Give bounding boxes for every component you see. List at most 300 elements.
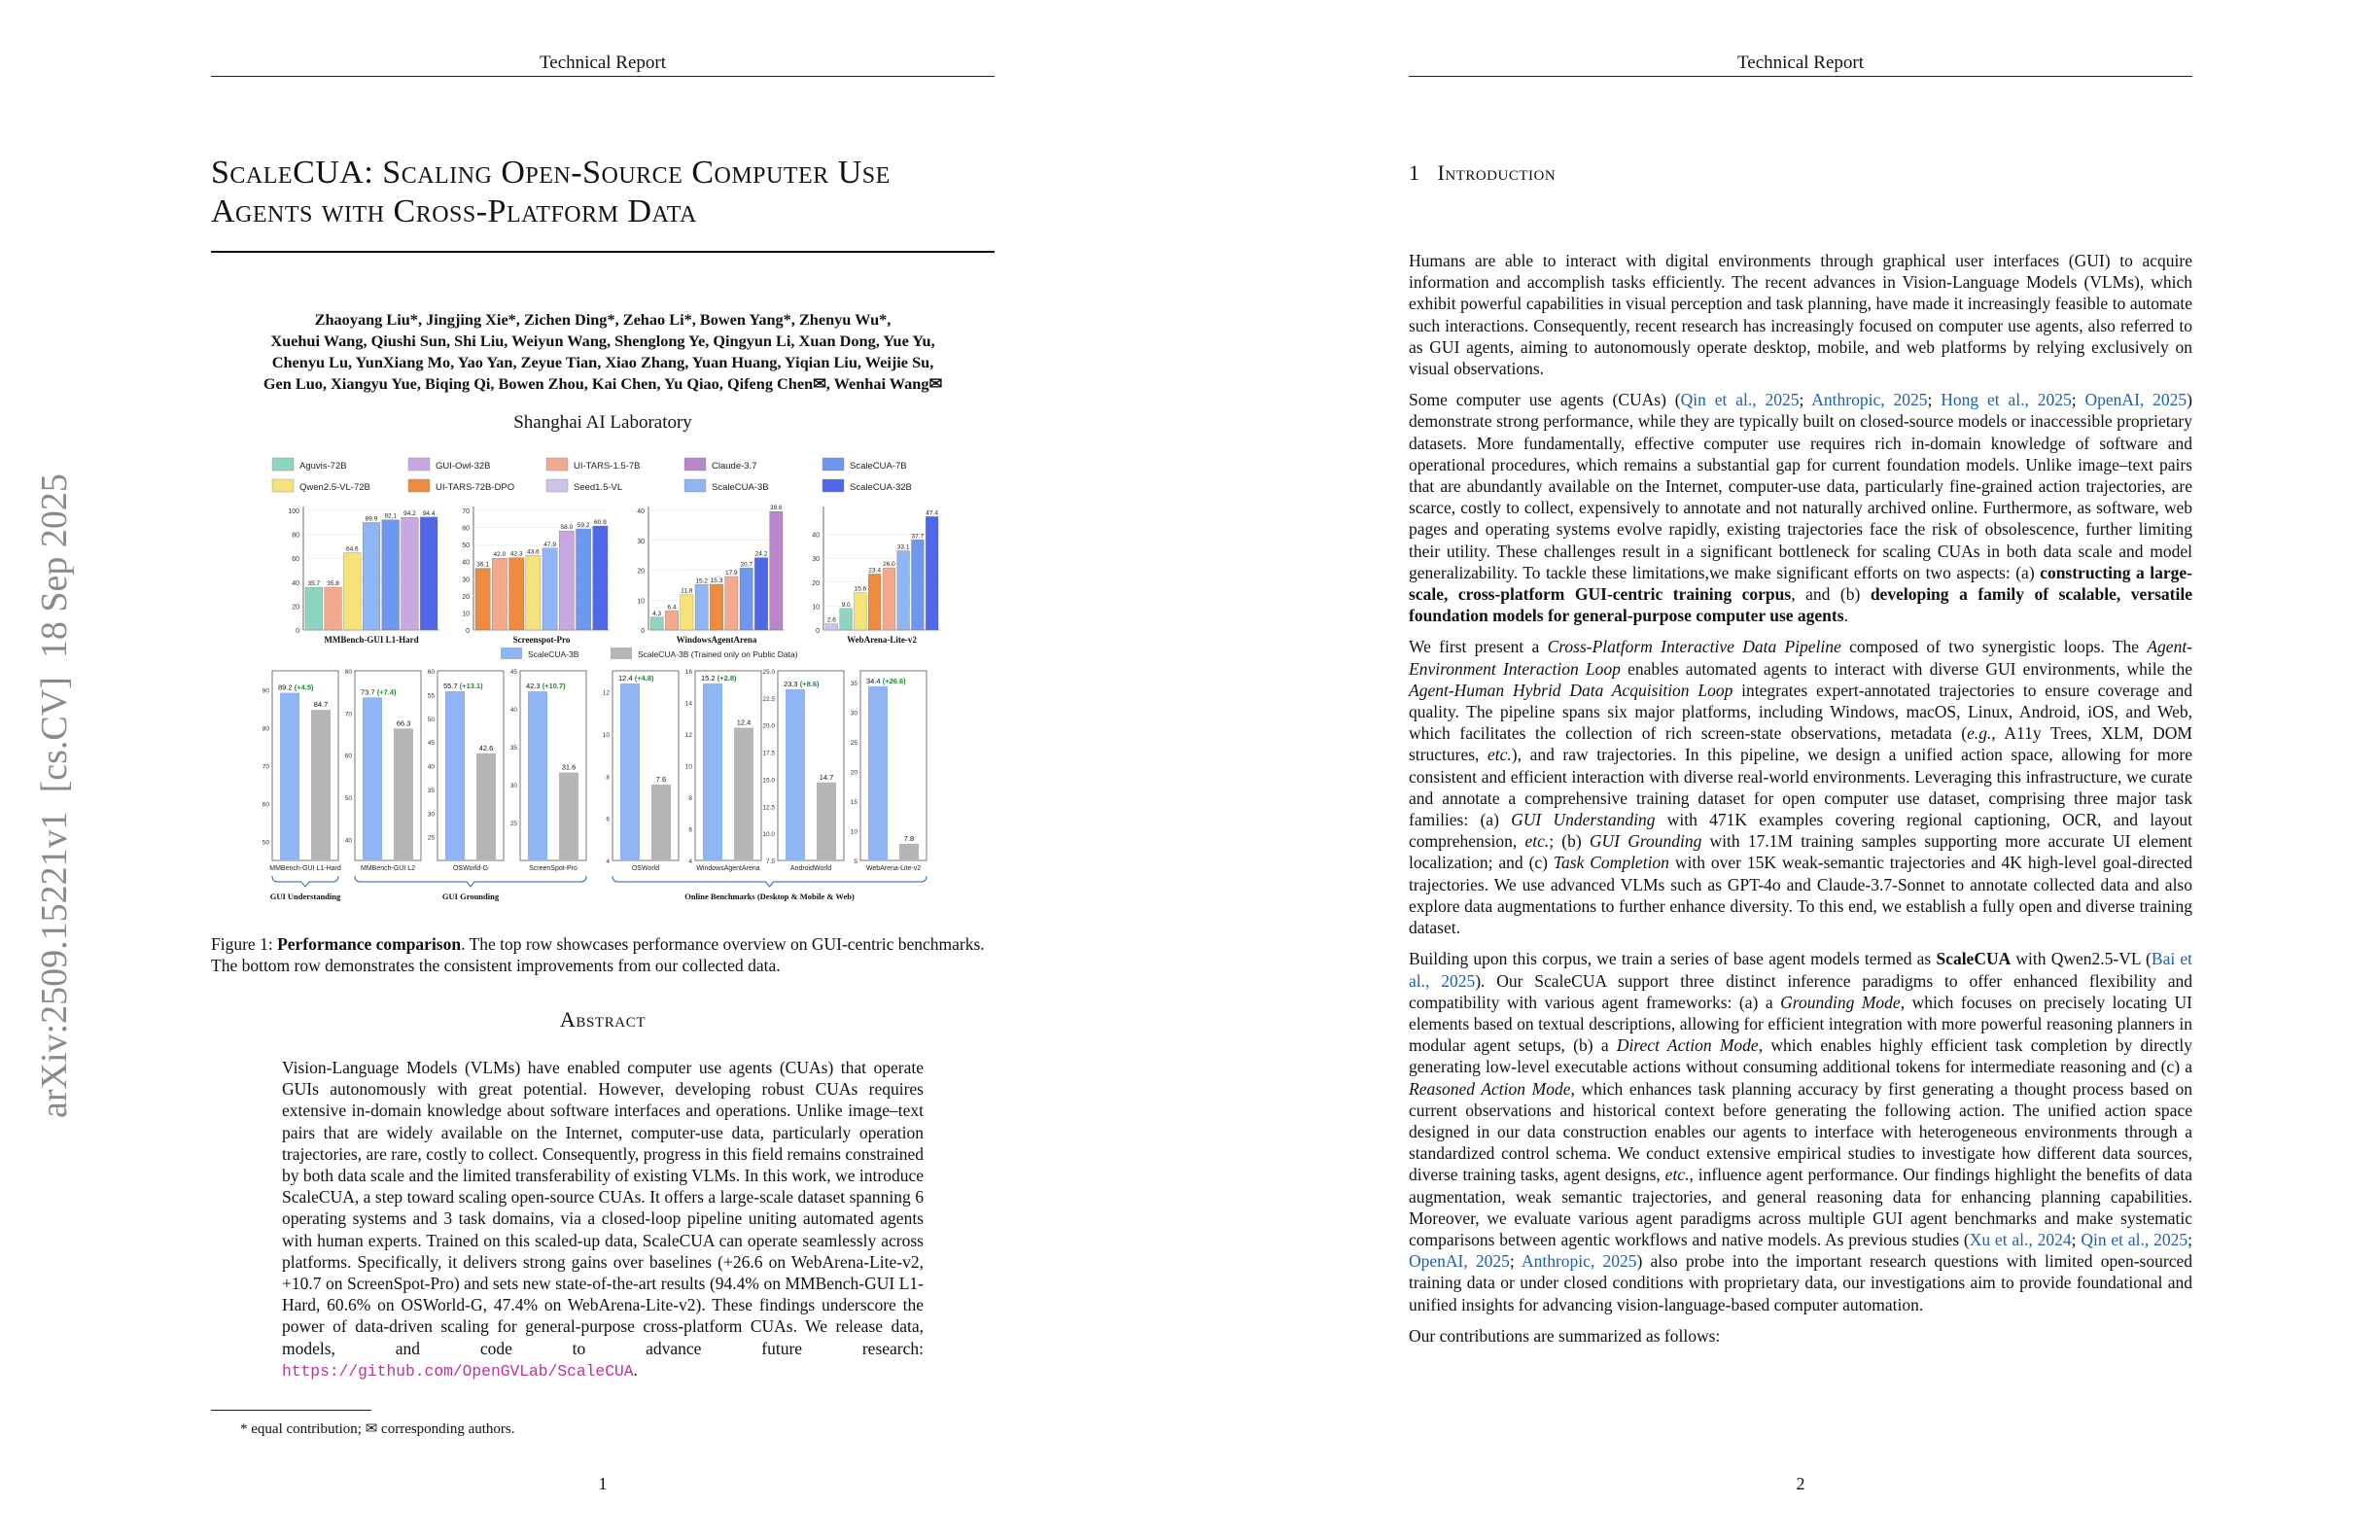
title-line-2: Agents with Cross-Platform Data (211, 193, 697, 229)
bar-scalecua (280, 693, 299, 860)
arxiv-stamp-text: arXiv:2509.15221v1 [cs.CV] 18 Sep 2025 (34, 473, 75, 1118)
text: integrates expert-annotated trajectories to ensure coverage and quality. The pipeline spans six major platforms, including Windows, macOS, Linux, Android, iOS, and Web, which facilitates the collection of rich screen-state observations, metadata ( (1409, 680, 2192, 744)
bar-public (817, 783, 836, 860)
bar (912, 540, 925, 630)
legend-swatch (546, 479, 568, 492)
tick-label: 30 (509, 783, 517, 789)
text: Building upon this corpus, we train a series of base agent models termed as (1409, 949, 1932, 969)
data-label: 7.6 (655, 775, 667, 784)
tick-label: 20 (812, 579, 820, 587)
text: with over 15K weak-semantic trajectories and 4K high-level goal-directed trajectories. We use advanced VLMs such as GPT-4o and Claude-3.7-Sonnet to annotate collected data and also explore data augmentations to further enhance diversity. To this end, we establish a fully open and diverse training dataset. (1409, 853, 2193, 938)
bar (740, 568, 752, 630)
gain-label: (+10.7) (542, 682, 566, 691)
page-number: 2 (1796, 1474, 1805, 1493)
tick-label: 25 (427, 834, 435, 842)
italic-text: etc. (1524, 831, 1550, 852)
bar (840, 609, 853, 630)
figure-1 (264, 452, 945, 919)
legend-swatch (684, 479, 706, 492)
legend-swatch (684, 458, 706, 471)
gain-label: (+4.5) (294, 682, 314, 692)
panel-title: ScreenSpot-Pro (529, 865, 578, 872)
affiliation: Shanghai AI Laboratory (513, 412, 692, 433)
legend-label: GUI-Owl-32B (436, 461, 491, 472)
legend-label: Claude-3.7 (712, 461, 757, 472)
page-1 (211, 0, 995, 1540)
text: , and (b) (1791, 584, 1861, 605)
italic-text: Task Completion (1553, 853, 1669, 873)
tick-label: 20 (850, 769, 858, 777)
italic-text: e.g., (1967, 723, 1996, 744)
bar-public (651, 785, 671, 860)
running-header: Technical Report (1736, 52, 1865, 73)
panel-title: WebArena-Lite-v2 (865, 865, 922, 872)
data-label: 2.6 (826, 616, 836, 624)
tick-label: 30 (637, 538, 645, 545)
tick-label: 8 (606, 774, 610, 782)
tick-label: 4 (606, 858, 610, 865)
data-label: 9.0 (841, 601, 851, 609)
bar-scalecua (868, 686, 888, 860)
data-label: 6.4 (667, 604, 677, 612)
italic-text: Agent-Human Hybrid Data Acquisition Loop (1409, 680, 1733, 700)
tick-label: 60 (344, 752, 352, 760)
bar (382, 520, 400, 630)
group-bracket (272, 876, 338, 887)
header-rule (211, 76, 995, 77)
tick-label: 60 (427, 669, 435, 676)
paper-title (211, 154, 995, 231)
text: , which enhances task planning accuracy by first generating a thought process based on current observations and historical context before generating the following action. The unified action space designed in our data construction enables our agents to interface with heterogeneous environments through a standardized control schema. We conduct extensive empirical studies to investigate how different data sources, diverse training tasks, agent designs, (1409, 1078, 2192, 1185)
bar (665, 611, 678, 630)
tick-label: 25 (850, 740, 858, 748)
text: , which enables highly efficient task completion by directly generating low-level executable actions without consuming additional tokens for intermediate reasoning and (c) a (1409, 1035, 2193, 1077)
legend-label: ScaleCUA-3B (528, 649, 579, 659)
panel-title: WebArena-Lite-v2 (847, 635, 917, 645)
bar-scalecua (620, 683, 640, 860)
bar (343, 553, 361, 630)
tick-label: 40 (509, 707, 517, 714)
data-label: 39.6 (770, 505, 783, 512)
bar-public (394, 728, 413, 860)
legend-swatch (822, 458, 844, 471)
tick-label: 35 (509, 745, 517, 752)
tick-label: 10 (812, 604, 820, 612)
arxiv-stamp-svg (27, 0, 86, 1540)
citation-link[interactable]: Hong et al., 2025 (1941, 390, 2072, 410)
text: A11y Trees, XLM, DOM structures, (1409, 723, 2192, 765)
data-label: 58.0 (560, 524, 574, 532)
bar-scalecua (703, 683, 722, 860)
tick-label: 35 (850, 681, 858, 688)
italic-text: Grounding Mode (1780, 992, 1901, 1012)
text: Some computer use agents (CUAs) ( (1409, 390, 1681, 410)
tick-label: 10 (462, 611, 470, 618)
bar (492, 558, 507, 630)
text: ). Our ScaleCUA support three distinct inference paradigms to offer enhanced flexibility and compatibility with various agent frameworks: (a) a (1409, 970, 2192, 1012)
bar (883, 568, 895, 630)
italic-text: GUI Grounding (1589, 831, 1702, 852)
text: with 17.1M training samples supporting more accurate UI element localization; and (c) (1409, 831, 2193, 873)
bar-scalecua (528, 691, 547, 860)
data-label: 43.6 (527, 548, 540, 556)
data-label: 47.4 (926, 509, 938, 517)
author-list (211, 309, 995, 395)
data-label: 24.2 (754, 550, 768, 558)
tick-label: 100 (288, 508, 299, 515)
data-label: 12.4 (+4.8) (618, 674, 654, 682)
bar (526, 555, 541, 630)
page-number: 1 (598, 1474, 608, 1493)
bar (725, 577, 738, 630)
tick-label: 16 (684, 669, 692, 676)
tick-label: 50 (427, 716, 435, 723)
bar (897, 551, 910, 630)
italic-text: etc. (1488, 745, 1512, 765)
bar-scalecua (445, 691, 465, 860)
data-label: 42.0 (493, 551, 507, 559)
tick-label: 20 (637, 568, 645, 576)
section-number: 1 (1409, 160, 1420, 185)
tick-label: 40 (812, 532, 820, 540)
citation-link[interactable]: Anthropic, 2025 (1521, 1251, 1637, 1272)
legend-swatch (408, 458, 430, 471)
italic-text: Cross-Platform Interactive Data Pipeline (1547, 637, 1841, 657)
arxiv-stamp (27, 0, 86, 1540)
data-label: 15.2 (695, 578, 708, 585)
bar (475, 569, 490, 630)
tick-label: 70 (344, 711, 352, 718)
citation-link[interactable]: Bai et al., 2025 (1409, 949, 2192, 991)
bar-scalecua (786, 689, 805, 860)
group-label: Online Benchmarks (Desktop & Mobile & Web) (684, 892, 855, 901)
bar-public (734, 728, 753, 861)
data-label: 84.7 (313, 700, 329, 710)
panel-title: AndroidWorld (789, 865, 832, 872)
citation-link[interactable]: OpenAI, 2025 (1409, 1251, 1510, 1272)
bar (926, 516, 938, 630)
data-label: 15.6 (854, 585, 867, 593)
tick-label: 50 (262, 839, 269, 847)
data-label: 89.9 (365, 515, 378, 523)
text: , which focuses on precisely locating UI elements based on textual descriptions, allowing for efficient integration with more powerful reasoning planners in modular agent setups, (b) a (1409, 992, 2192, 1056)
legend-label: Qwen2.5-VL-72B (299, 482, 370, 493)
data-label: 60.9 (594, 518, 607, 526)
bar (650, 617, 663, 630)
bar (754, 558, 767, 630)
bar-public (559, 773, 578, 860)
tick-label: 12.5 (762, 804, 775, 812)
data-label: 11.8 (681, 587, 693, 595)
text: with 471K examples covering regional captioning, OCR, and layout comprehension, (1409, 810, 2193, 852)
bar (868, 574, 881, 630)
bar-public (311, 710, 331, 860)
data-label: 34.4 (+26.6) (866, 676, 906, 685)
data-label: 15.3 (710, 577, 723, 584)
text: , influence agent performance. Our findings highlight the benefits of data augmentation, weak semantic trajectories, and general reasoning data for enhancing planning capabilities. Moreover, we evaluate various agent paradigms across multiple GUI agent benchmarks and make systematic comparisons between agentic workflows and native models. As previous studies ( (1409, 1165, 2192, 1249)
tick-label: 50 (462, 542, 470, 550)
data-label: 33.1 (896, 543, 910, 551)
tick-label: 80 (292, 532, 299, 540)
group-label: GUI Grounding (441, 892, 500, 901)
italic-text: Direct Action Mode (1616, 1035, 1759, 1056)
abstract-heading: Abstract (559, 1007, 647, 1032)
bold-text: ScaleCUA (1936, 949, 2012, 969)
footnote: * equal contribution; ✉ corresponding authors. (240, 1421, 515, 1437)
data-label: 42.6 (478, 743, 494, 752)
page-2 (1409, 0, 2192, 1540)
title-rule (211, 251, 995, 253)
tick-label: 10 (602, 732, 610, 739)
bar (559, 531, 574, 630)
bar (509, 558, 524, 630)
tick-label: 17.5 (762, 750, 775, 757)
data-label: 89.2 (+4.5) (278, 682, 314, 692)
data-label: 64.6 (345, 545, 359, 553)
data-label: 66.3 (396, 718, 411, 728)
legend-swatch (272, 479, 294, 492)
tick-label: 45 (427, 740, 435, 748)
text: with Qwen2.5-VL ( (2015, 949, 2152, 969)
group-label: GUI Understanding (269, 892, 341, 901)
paragraph-1: Humans are able to interact with digital environments through graphical user interfaces (GUI) to acquire information and accomplish tasks efficiently. The recent advances in Vision-Language Models (VLMs), which exhibit powerful capabilities in visual perception and task planning, have made it increasingly feasible to automate such interactions. Consequently, recent research has increasingly focused on computer use agents, also referred to as GUI agents, aiming to autonomously operate desktop, mobile, and web platforms by relying exclusively on visual observations. (1409, 251, 2192, 379)
paragraph-3 (1409, 636, 2192, 938)
panel-title: MMBench-GUI L2 (360, 865, 416, 872)
abstract-text: Vision-Language Models (VLMs) have enabled computer use agents (CUAs) that operate GUIs autonomously with great potential. However, developing robust CUAs requires extensive in-domain knowledge about software interfaces and operations. Unlike image–text pairs that are widely available on the Internet, computer-use data, particularly operation trajectories, are rare, costly to collect. Consequently, progress in this field remains constrained by both data scale and the limited transferability of existing VLMs. In this work, we introduce ScaleCUA, a step toward scaling open-source CUAs. It offers a large-scale dataset spanning 6 operating systems and 3 task domains, via a closed-loop pipeline uniting automated agents with human experts. Trained on this scaled-up data, ScaleCUA can operate seamlessly across platforms. Specifically, it delivers strong gains over baselines (+26.6 on WebArena-Lite-v2, +10.7 on ScreenSpot-Pro) and sets new state-of-the-art results (94.4% on MMBench-GUI L1-Hard, 60.6% on OSWorld-G, 47.4% on WebArena-Lite-v2). These findings underscore the power of data-driven scaling for general-purpose cross-platform CUAs. We release data, models, and code to advance future research: (282, 1058, 924, 1358)
bar (542, 548, 557, 630)
data-label: 47.9 (543, 541, 556, 548)
legend-label: ScaleCUA-3B (712, 482, 769, 493)
abstract: Vision-Language Models (VLMs) have enabled computer use agents (CUAs) that operate GUIs autonomously with great potential. However, developing robust CUAs requires extensive in-domain knowledge about software interfaces and operations. Unlike image–text pairs that are widely available on the Internet, computer-use data, particularly operation trajectories, are rare, costly to collect. Consequently, progress in this field remains constrained by both data scale and the limited transferability of existing VLMs. In this work, we introduce ScaleCUA, a step toward scaling open-source CUAs. It offers a large-scale dataset spanning 6 operating systems and 3 task domains, via a closed-loop pipeline uniting automated agents with human experts. Trained on this scaled-up data, ScaleCUA can operate seamlessly across platforms. Specifically, it delivers strong gains over baselines (+26.6 on WebArena-Lite-v2, +10.7 on ScreenSpot-Pro) and sets new state-of-the-art results (94.4% on MMBench-GUI L1-Hard, 60.6% on OSWorld-G, 47.4% on WebArena-Lite-v2). These findings underscore the power of data-driven scaling for general-purpose cross-platform CUAs. We release data, models, and code to advance future research: https://github.com/OpenGVLab/ScaleCUA. (282, 1058, 924, 1381)
bar (577, 529, 591, 630)
bar-scalecua (363, 697, 382, 860)
bar-public (476, 753, 496, 860)
data-label: 42.3 (509, 550, 523, 558)
caption-text: . The top row showcases performance overview on GUI-centric benchmarks. The bottom row demonstrates the consistent improvements from our collected data. (211, 934, 985, 975)
tick-label: 8 (688, 795, 692, 802)
caption-label: Figure 1: (211, 934, 273, 954)
tick-label: 25.0 (762, 669, 775, 676)
data-label: 31.6 (561, 762, 577, 772)
tick-label: 60 (462, 525, 470, 533)
tick-label: 45 (509, 669, 517, 676)
tick-label: 50 (344, 795, 352, 802)
data-label: 17.9 (725, 569, 738, 577)
data-label: 94.2 (403, 510, 416, 518)
panel-title: MMBench-GUI L1-Hard (324, 635, 419, 645)
panel-title: Screenspot-Pro (512, 635, 571, 645)
tick-label: 30 (462, 577, 470, 584)
gain-label: (+8.6) (799, 679, 820, 688)
legend-swatch (408, 479, 430, 492)
tick-label: 60 (262, 801, 269, 809)
tick-label: 14 (684, 700, 692, 708)
tick-label: 40 (344, 837, 352, 845)
bar (593, 526, 608, 630)
gain-label: (+4.8) (634, 674, 654, 682)
paragraph-5: Our contributions are summarized as follows: (1409, 1325, 1721, 1346)
data-label: 23.3 (+8.6) (784, 679, 820, 688)
tick-label: 10 (850, 828, 858, 836)
text: We first present a (1409, 637, 1540, 657)
tick-label: 6 (606, 816, 610, 823)
legend-label: Seed1.5-VL (574, 482, 623, 493)
italic-text: etc. (1664, 1165, 1690, 1185)
bar (363, 522, 380, 630)
gain-label: (+26.6) (882, 676, 906, 685)
gain-label: (+2.8) (717, 674, 737, 682)
bar (402, 517, 419, 630)
legend-swatch (546, 458, 568, 471)
github-link[interactable]: https://github.com/OpenGVLab/ScaleCUA (282, 1361, 634, 1381)
legend-swatch (501, 648, 522, 659)
panel-title: WindowsAgentArena (676, 635, 757, 645)
tick-label: 70 (262, 763, 269, 771)
introduction-body (1409, 250, 2192, 1356)
author-line: Zhaoyang Liu*, Jingjing Xie*, Zichen Ding*, Zehao Li*, Bowen Yang*, Zhenyu Wu*, (314, 310, 892, 329)
tick-label: 20 (462, 593, 470, 601)
footnote-rule (211, 1410, 371, 1411)
figure-1-chart (264, 452, 945, 919)
tick-label: 35 (427, 787, 435, 794)
data-label: 35.8 (327, 579, 339, 587)
bar-public (899, 844, 919, 860)
data-label: 15.2 (+2.8) (701, 674, 737, 682)
tick-label: 55 (427, 692, 435, 700)
italic-text: Reasoned Action Mode (1409, 1078, 1571, 1099)
tick-label: 60 (292, 556, 299, 564)
bar (825, 624, 838, 630)
tick-label: 22.5 (762, 695, 775, 703)
tick-label: 10 (637, 598, 645, 606)
legend-swatch (822, 479, 844, 492)
tick-label: 40 (462, 559, 470, 567)
section-heading (1409, 160, 1556, 186)
tick-label: 30 (850, 710, 858, 718)
citation-link[interactable]: Qin et al., 2025 (1680, 390, 1800, 410)
citation-link[interactable]: Xu et al., 2024 (1969, 1229, 2072, 1249)
legend-label: UI-TARS-1.5-7B (574, 461, 641, 472)
data-label: 23.4 (868, 567, 881, 575)
tick-label: 5 (854, 858, 858, 865)
tick-label: 15.0 (762, 777, 775, 785)
citation-link[interactable]: Qin et al., 2025 (2081, 1229, 2188, 1249)
tick-label: 25 (509, 821, 517, 827)
italic-text: Agent-Environment Interaction Loop (1409, 637, 2193, 679)
tick-label: 20.0 (762, 722, 775, 730)
data-label: 35.7 (307, 580, 321, 588)
citation-link[interactable]: OpenAI, 2025 (2084, 390, 2188, 410)
text: ; (b) (1549, 831, 1582, 852)
tick-label: 90 (262, 687, 269, 695)
legend-label: ScaleCUA-32B (850, 482, 912, 493)
title-line-1: ScaleCUA: Scaling Open-Source Computer Use (211, 155, 891, 191)
data-label: 92.1 (384, 512, 398, 520)
figure-caption (211, 933, 995, 976)
gain-label: (+7.4) (376, 687, 397, 697)
citation-link[interactable]: Anthropic, 2025 (1811, 390, 1928, 410)
author-line: Xuehui Wang, Qiushi Sun, Shi Liu, Weiyun Wang, Shenglong Ye, Qingyun Li, Xuan Dong, Yue Yu, (270, 332, 935, 350)
bar (420, 517, 438, 630)
text: composed of two synergistic loops. The (1849, 637, 2140, 657)
legend-label: UI-TARS-72B-DPO (436, 482, 515, 493)
bold-text: constructing a large-scale, cross-platform GUI-centric training corpus (1409, 562, 2192, 605)
data-label: 59.2 (577, 521, 590, 529)
panel-title: MMBench-GUI L1-Hard (269, 865, 341, 872)
bar (695, 584, 708, 630)
tick-label: 7.5 (765, 858, 775, 865)
legend-label: ScaleCUA-7B (850, 461, 907, 472)
tick-label: 0 (816, 628, 820, 635)
tick-label: 70 (462, 508, 470, 515)
tick-label: 12 (602, 689, 610, 697)
data-label: 73.7 (+7.4) (361, 687, 397, 697)
legend-swatch (272, 458, 294, 471)
tick-label: 40 (637, 508, 645, 515)
data-label: 14.7 (819, 772, 834, 782)
tick-label: 12 (684, 732, 692, 739)
data-label: 42.3 (+10.7) (526, 682, 566, 691)
data-label: 37.7 (911, 533, 925, 541)
caption-bold: Performance comparison (277, 934, 462, 954)
group-bracket (355, 876, 586, 887)
paragraph-4: Building upon this corpus, we train a series of base agent models termed as ScaleCUA with Qwen2.5-VL (Bai et al., 2025). Our ScaleCUA support three distinct inference paradigms to offer enhanced flexibility and compatibility with various agent frameworks: (a) a Grounding Mode, which focuses on precisely locating UI elements based on textual descriptions, allowing for efficient integration with more powerful reasoning planners in modular agent setups, (b) a Direct Action Mode, which enables highly efficient task completion by directly generating low-level executable actions without consuming additional tokens for intermediate reasoning and (c) a Reasoned Action Mode, which enhances task planning accuracy by first generating a thought process based on current observations and historical context before generating the following action. The unified action space designed in our data construction enables our agents to interface with heterogeneous environments through a standardized control schema. We conduct extensive empirical studies to investigate how different data sources, diverse training tasks, agent designs, etc., influence agent performance. Our findings highlight the benefits of data augmentation, weak semantic trajectories, and general reasoning data for enhancing planning capabilities. Moreover, we evaluate various agent paradigms across multiple GUI agent benchmarks and make systematic comparisons between agentic workflows and native models. As previous studies (Xu et al., 2024; Qin et al., 2025; OpenAI, 2025; Anthropic, 2025) also probe into the important research questions with limited open-sourced training data or under closed conditions with proprietary data, our investigations aim to provide foundational and unified insights for advancing vision-language-based computer automation. (1409, 949, 2193, 1314)
legend-swatch (611, 648, 632, 659)
data-label: 55.7 (+13.1) (443, 681, 483, 690)
tick-label: 6 (688, 826, 692, 834)
panel-title: WindowsAgentArena (696, 865, 760, 872)
tick-label: 80 (262, 725, 269, 733)
bar (305, 587, 323, 630)
bar (681, 595, 693, 630)
tick-label: 40 (427, 763, 435, 771)
section-title: Introduction (1437, 160, 1557, 185)
bar (770, 511, 783, 630)
bar (710, 584, 722, 630)
data-label: 20.7 (740, 561, 752, 569)
tick-label: 40 (292, 579, 299, 587)
gain-label: (+13.1) (459, 681, 483, 690)
tick-label: 30 (427, 811, 435, 819)
text: . (1843, 606, 1848, 626)
text: enables automated agents to interact with diverse GUI environments, while the (1628, 658, 2192, 679)
bar (855, 593, 867, 630)
tick-label: 0 (466, 628, 470, 635)
italic-text: GUI Understanding (1511, 810, 1656, 830)
data-label: 7.8 (903, 833, 915, 843)
tick-label: 4 (688, 858, 692, 865)
paragraph-2: Some computer use agents (CUAs) (Qin et al., 2025; Anthropic, 2025; Hong et al., 2025; OpenAI, 2025) demonstrate strong performance, while they are typically built on closed-source models or inaccessible proprietary datasets. More fundamentally, effective computer use requires rich in-domain knowledge of software and operational procedures, which remains a substantial gap for current foundation models. Unlike image–text pairs that are abundantly available on the Internet, computer-use data, particularly fine-grained action trajectories, are scarce, costly to collect, expensively to annotate and not naturally archived online. Furthermore, as software, web pages and operating systems evolve rapidly, existing trajectories face the risk of obsolescence, further limiting their utility. These challenges result in a significant bottleneck for scaling CUAs in both data scale and model generalizability. To tackle these limitations,we make significant efforts on two aspects: (a) constructing a large-scale, cross-platform GUI-centric training corpus, and (b) developing a family of scalable, versatile foundation models for general-purpose computer use agents. (1409, 390, 2192, 626)
data-label: 4.3 (652, 610, 662, 617)
data-label: 12.4 (736, 718, 752, 727)
bold-text: developing a family of scalable, versatile foundation models for general-purpose computer use agents (1409, 584, 2192, 626)
data-label: 94.4 (422, 509, 436, 517)
panel-title: OSWorld-G (452, 865, 489, 872)
panel-title: OSWorld (631, 865, 660, 872)
bar (325, 587, 342, 630)
legend-label: Aguvis-72B (299, 461, 347, 472)
tick-label: 10 (684, 763, 692, 771)
text: ), and raw trajectories. In this pipeline, we design a unified action space, allowing for more consistent and efficient interaction with diverse real-world environments. Leveraging this infrastructure, we curate and annotate a comprehensive training dataset for open computer use dataset, comprising three major task families: (a) (1409, 745, 2193, 830)
tick-label: 20 (292, 604, 299, 612)
tick-label: 10.0 (762, 831, 775, 839)
tick-label: 15 (850, 799, 858, 807)
data-label: 26.0 (883, 561, 895, 569)
header-rule (1409, 76, 2192, 77)
tick-label: 0 (296, 628, 299, 635)
text: ) demonstrate strong performance, while they are typically built on closed-source models or inaccessible proprietary datasets. More fundamentally, effective computer use requires rich in-domain knowledge of software and operational procedures, which remains a substantial gap for current foundation models. Unlike image–text pairs that are abundantly available on the Internet, computer-use data, particularly fine-grained action trajectories, are scarce, costly to collect, expensively to annotate and not naturally archived online. Furthermore, as software, web pages and operating systems evolve rapidly, existing trajectories face the risk of obsolescence, further limiting their utility. These challenges result in a significant bottleneck for scaling CUAs in both data scale and model generalizability. To tackle these limitations,we make significant efforts on two aspects: (a) (1409, 390, 2192, 582)
text: ) also probe into the important research questions with limited open-sourced training data or under closed conditions with proprietary data, our investigations aim to provide foundational and unified insights for advancing vision-language-based computer automation. (1409, 1251, 2192, 1314)
